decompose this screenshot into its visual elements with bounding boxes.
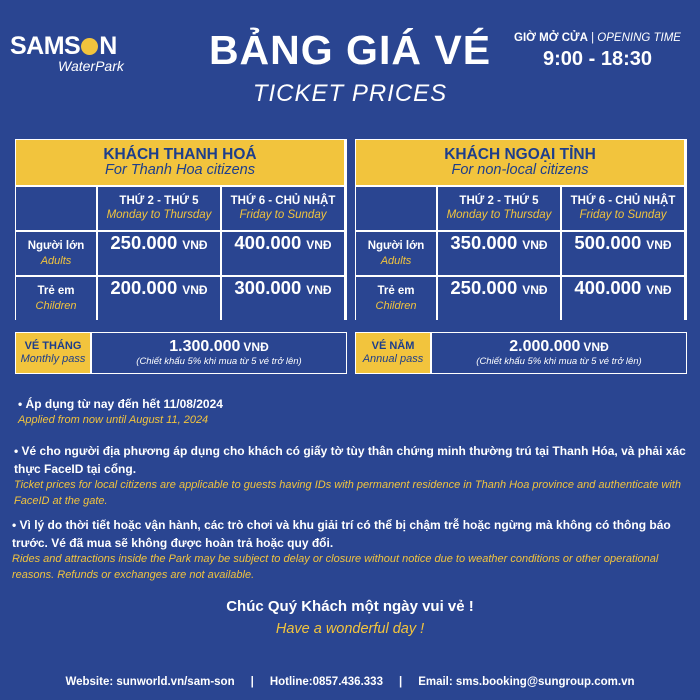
price-currency: VNĐ [182, 283, 208, 297]
opening-time-label-en: OPENING TIME [597, 32, 681, 44]
footer-contact-bar [0, 664, 700, 700]
table-title-en: For non-local citizens [451, 162, 589, 179]
note-text-en: Applied from now until August 11, 2024 [18, 414, 209, 426]
row-label-vi: Người lớn [27, 239, 85, 252]
pass-price-value: 1.300.000 [169, 338, 241, 356]
price-value: 500.000 [574, 232, 642, 253]
price-currency: VNĐ [182, 238, 208, 252]
price-currency: VNĐ [522, 238, 548, 252]
price-table-non-local [355, 139, 687, 320]
table-title-en: For Thanh Hoa citizens [105, 162, 255, 179]
pass-label [16, 333, 90, 373]
price-children-weekend [222, 277, 344, 320]
price-value: 200.000 [110, 277, 178, 298]
column-header-weekend [222, 187, 344, 230]
price-value: 400.000 [574, 277, 642, 298]
price-adults-weekday [438, 232, 560, 275]
note-local-eligibility [14, 442, 686, 510]
annual-pass-box [355, 332, 687, 374]
note-text-en: Ticket prices for local citizens are applicable to guests having IDs with permanent residence in Thanh Hoa province and authenticate with FaceID at the gate. [14, 479, 681, 507]
footer-separator: | [398, 676, 403, 688]
row-header-children [16, 277, 96, 320]
row-label-vi: Người lớn [367, 239, 425, 252]
row-label-en: Adults [40, 254, 72, 267]
greeting-en: Have a wonderful day ! [275, 621, 425, 637]
row-label-vi: Trẻ em [37, 284, 75, 297]
pass-price-currency: VNĐ [243, 340, 269, 355]
column-label-vi: THỨ 6 - CHỦ NHẬT [570, 194, 676, 207]
column-label-vi: THỨ 6 - CHỦ NHẬT [230, 194, 336, 207]
pass-price-currency: VNĐ [583, 340, 609, 355]
pass-price-value: 2.000.000 [509, 338, 581, 356]
column-label-vi: THỨ 2 - THỨ 5 [459, 194, 539, 207]
table-corner-cell [16, 187, 96, 230]
price-adults-weekday [98, 232, 220, 275]
price-value: 400.000 [234, 232, 302, 253]
logo-text-right: N [99, 32, 117, 60]
price-value: 350.000 [450, 232, 518, 253]
column-header-weekday [98, 187, 220, 230]
footer-hotline-link[interactable]: Hotline:0857.436.333 [269, 676, 383, 688]
price-table-thanh-hoa [15, 139, 347, 320]
note-operations-disclaimer [12, 516, 686, 584]
pass-discount-note: (Chiết khấu 5% khi mua từ 5 vé trở lên) [476, 355, 642, 367]
page-title: BẢNG GIÁ VÉ [208, 27, 492, 73]
logo-subtext: WaterPark [58, 58, 124, 74]
price-value: 250.000 [450, 277, 518, 298]
sun-icon [81, 38, 98, 55]
note-text-en: Rides and attractions inside the Park may be subject to delay or closure without notice due to weather conditions or other operational reasons. Refunds or exchanges are not available. [12, 553, 659, 581]
table-header [16, 140, 344, 185]
column-header-weekend [562, 187, 684, 230]
table-corner-cell [356, 187, 436, 230]
samson-waterpark-logo [10, 34, 130, 73]
pass-label-vi: VÉ NĂM [371, 339, 415, 352]
price-children-weekday [438, 277, 560, 320]
footer-website-link[interactable]: Website: sunworld.vn/sam-son [65, 676, 235, 688]
price-children-weekend [562, 277, 684, 320]
footer-email-link[interactable]: Email: sms.booking@sungroup.com.vn [418, 676, 635, 688]
greeting-vi: Chúc Quý Khách một ngày vui vẻ ! [226, 598, 474, 615]
price-currency: VNĐ [306, 238, 332, 252]
opening-time-separator: | [587, 32, 598, 44]
pass-label-vi: VÉ THÁNG [24, 339, 82, 352]
opening-time-label-vi: GIỜ MỞ CỬA [514, 32, 588, 44]
row-label-en: Children [375, 299, 417, 312]
column-label-en: Monday to Thursday [446, 208, 552, 221]
price-currency: VNĐ [306, 283, 332, 297]
note-text-vi: • Vì lý do thời tiết hoặc vận hành, các trò chơi và khu giải trí có thể bị chậm trễ hoặc ngừng mà không có thông báo trước. Vé đã mua sẽ không được hoàn trả hoặc quy đổi. [12, 518, 671, 550]
opening-time-label [505, 32, 690, 44]
monthly-pass-box [15, 332, 347, 374]
note-validity [18, 395, 684, 429]
page-subtitle: TICKET PRICES [252, 80, 448, 107]
row-header-children [356, 277, 436, 320]
table-title-vi: KHÁCH THANH HOÁ [103, 146, 257, 163]
price-currency: VNĐ [522, 283, 548, 297]
table-header [356, 140, 684, 185]
row-label-en: Adults [380, 254, 412, 267]
column-label-vi: THỨ 2 - THỨ 5 [119, 194, 199, 207]
opening-time-value: 9:00 - 18:30 [543, 48, 652, 70]
note-text-vi: • Vé cho người địa phương áp dụng cho khách có giấy tờ tùy thân chứng minh thường trú tại Thanh Hóa, và phải xác thực FaceID tại cổng. [14, 444, 686, 476]
column-header-weekday [438, 187, 560, 230]
row-header-adults [356, 232, 436, 275]
row-label-en: Children [35, 299, 77, 312]
price-value: 250.000 [110, 232, 178, 253]
price-currency: VNĐ [646, 238, 672, 252]
price-adults-weekend [562, 232, 684, 275]
pass-label-en: Annual pass [362, 353, 424, 365]
row-label-vi: Trẻ em [377, 284, 415, 297]
pass-label [356, 333, 430, 373]
table-title-vi: KHÁCH NGOẠI TỈNH [444, 146, 596, 163]
price-children-weekday [98, 277, 220, 320]
price-adults-weekend [222, 232, 344, 275]
note-text-vi: • Áp dụng từ nay đến hết 11/08/2024 [18, 397, 223, 411]
footer-separator: | [250, 676, 254, 688]
pass-label-en: Monthly pass [20, 353, 86, 365]
price-currency: VNĐ [646, 283, 672, 297]
column-label-en: Friday to Sunday [579, 208, 667, 221]
pass-price [92, 333, 346, 373]
pass-price [432, 333, 686, 373]
column-label-en: Friday to Sunday [239, 208, 327, 221]
row-header-adults [16, 232, 96, 275]
logo-text-left: SAMS [10, 32, 81, 60]
price-value: 300.000 [234, 277, 302, 298]
pass-discount-note: (Chiết khấu 5% khi mua từ 5 vé trở lên) [136, 355, 302, 367]
column-label-en: Monday to Thursday [106, 208, 212, 221]
